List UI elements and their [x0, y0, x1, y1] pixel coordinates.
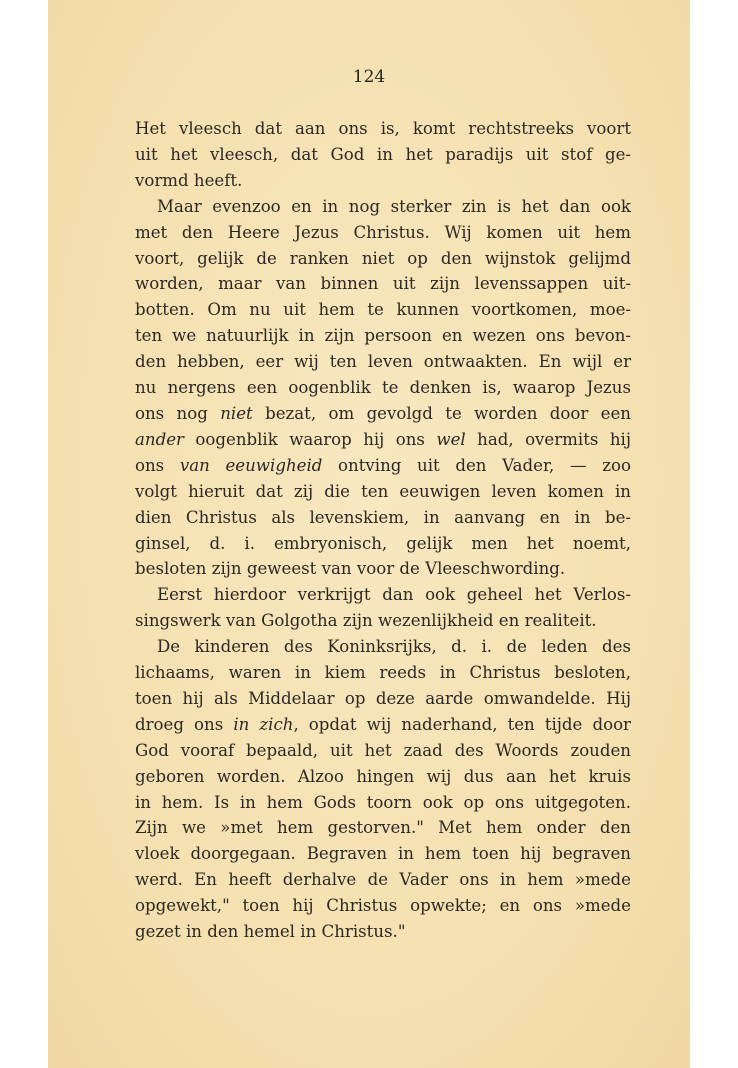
text-segment: gezet in den hemel in Christus." [135, 922, 406, 942]
text-line [135, 608, 631, 634]
text-segment: worden, maar van binnen uit zijn levenssappen uit- [135, 274, 631, 294]
text-segment: , opdat wij naderhand, ten tijde door [293, 714, 631, 734]
text-segment: volgt hieruit dat zij die ten eeuwigen leven komen in [135, 481, 631, 501]
text-segment: ons [135, 455, 180, 475]
italic-text: wel [436, 429, 466, 449]
text-segment: De kinderen des Koninksrijks, d. i. de leden des [157, 637, 631, 657]
text-line [135, 297, 631, 323]
text-line [135, 660, 631, 686]
text-line [135, 246, 631, 272]
text-segment: God vooraf bepaald, uit het zaad des Woords zouden [135, 740, 631, 760]
text-segment: met den Heere Jezus Christus. Wij komen uit hem [135, 222, 631, 242]
text-line [135, 505, 631, 531]
text-line [135, 634, 631, 660]
text-segment: voort, gelijk de ranken niet op den wijnstok gelijmd [135, 248, 631, 268]
text-line [135, 712, 631, 738]
text-segment: toen hij als Middelaar op deze aarde omwandelde. Hij [135, 688, 631, 708]
text-segment: ginsel, d. i. embryonisch, gelijk men het noemt, [135, 533, 631, 553]
text-segment: bezat, om gevolgd te worden door een [252, 403, 631, 423]
text-segment: singswerk van Golgotha zijn wezenlijkheid en realiteit. [135, 611, 597, 631]
text-line [135, 686, 631, 712]
text-line [135, 375, 631, 401]
text-segment: Maar evenzoo en in nog sterker zin is het dan ook [157, 196, 631, 216]
text-line [135, 893, 631, 919]
text-line [135, 401, 631, 427]
text-line [135, 194, 631, 220]
text-line [135, 764, 631, 790]
text-line [135, 323, 631, 349]
text-line [135, 453, 631, 479]
text-line [135, 427, 631, 453]
text-segment: ons nog [135, 403, 221, 423]
text-line [135, 841, 631, 867]
text-segment: botten. Om nu uit hem te kunnen voortkomen, moe- [135, 300, 631, 320]
text-segment: ten we natuurlijk in zijn persoon en wezen ons bevon- [135, 326, 631, 346]
text-segment: werd. En heeft derhalve de Vader ons in hem »mede [135, 870, 631, 890]
page-number: 124 [352, 67, 386, 87]
text-segment: ontving uit den Vader, — zoo [322, 455, 631, 475]
text-line [135, 116, 631, 142]
text-segment: oogenblik waarop hij ons [183, 429, 437, 449]
text-segment: besloten zijn geweest van voor de Vleeschwording. [135, 559, 566, 579]
text-segment: droeg ons [135, 714, 234, 734]
text-segment: Zijn we »met hem gestorven." Met hem onder den [135, 818, 631, 838]
italic-text: van eeuwigheid [179, 455, 323, 475]
text-segment: vormd heeft. [135, 170, 243, 190]
italic-text: niet [220, 403, 253, 423]
text-line [135, 220, 631, 246]
text-segment: Het vleesch dat aan ons is, komt rechtstreeks voort [135, 119, 631, 138]
text-line [135, 271, 631, 297]
text-segment: geboren worden. Alzoo hingen wij dus aan het kruis [135, 766, 631, 786]
text-line [135, 790, 631, 816]
text-segment: lichaams, waren in kiem reeds in Christus besloten, [135, 663, 631, 683]
text-segment: vloek doorgegaan. Begraven in hem toen hij begraven [135, 844, 631, 864]
text-line [135, 556, 631, 582]
text-segment: Eerst hierdoor verkrijgt dan ook geheel het Verlos- [157, 585, 631, 605]
text-segment: uit het vleesch, dat God in het paradijs uit stof ge- [135, 144, 631, 164]
text-line [135, 919, 631, 945]
text-segment: opgewekt," toen hij Christus opwekte; en ons »mede [135, 896, 631, 916]
text-line [135, 738, 631, 764]
text-segment: in hem. Is in hem Gods toorn ook op ons uitgegoten. [135, 792, 631, 812]
text-line [135, 815, 631, 841]
text-line [135, 168, 631, 194]
italic-text: ander [135, 429, 184, 449]
text-line [135, 582, 631, 608]
text-segment: had, overmits hij [465, 429, 631, 449]
text-line [135, 531, 631, 557]
text-line [135, 142, 631, 168]
body-text [135, 116, 631, 945]
text-line [135, 867, 631, 893]
book-page [48, 0, 690, 1068]
text-segment: nu nergens een oogenblik te denken is, waarop Jezus [135, 378, 631, 398]
text-segment: den hebben, eer wij ten leven ontwaakten. En wijl er [135, 352, 631, 372]
text-line [135, 479, 631, 505]
text-line [135, 349, 631, 375]
text-segment: dien Christus als levenskiem, in aanvang en in be- [135, 507, 631, 527]
italic-text: in zich [233, 714, 294, 734]
